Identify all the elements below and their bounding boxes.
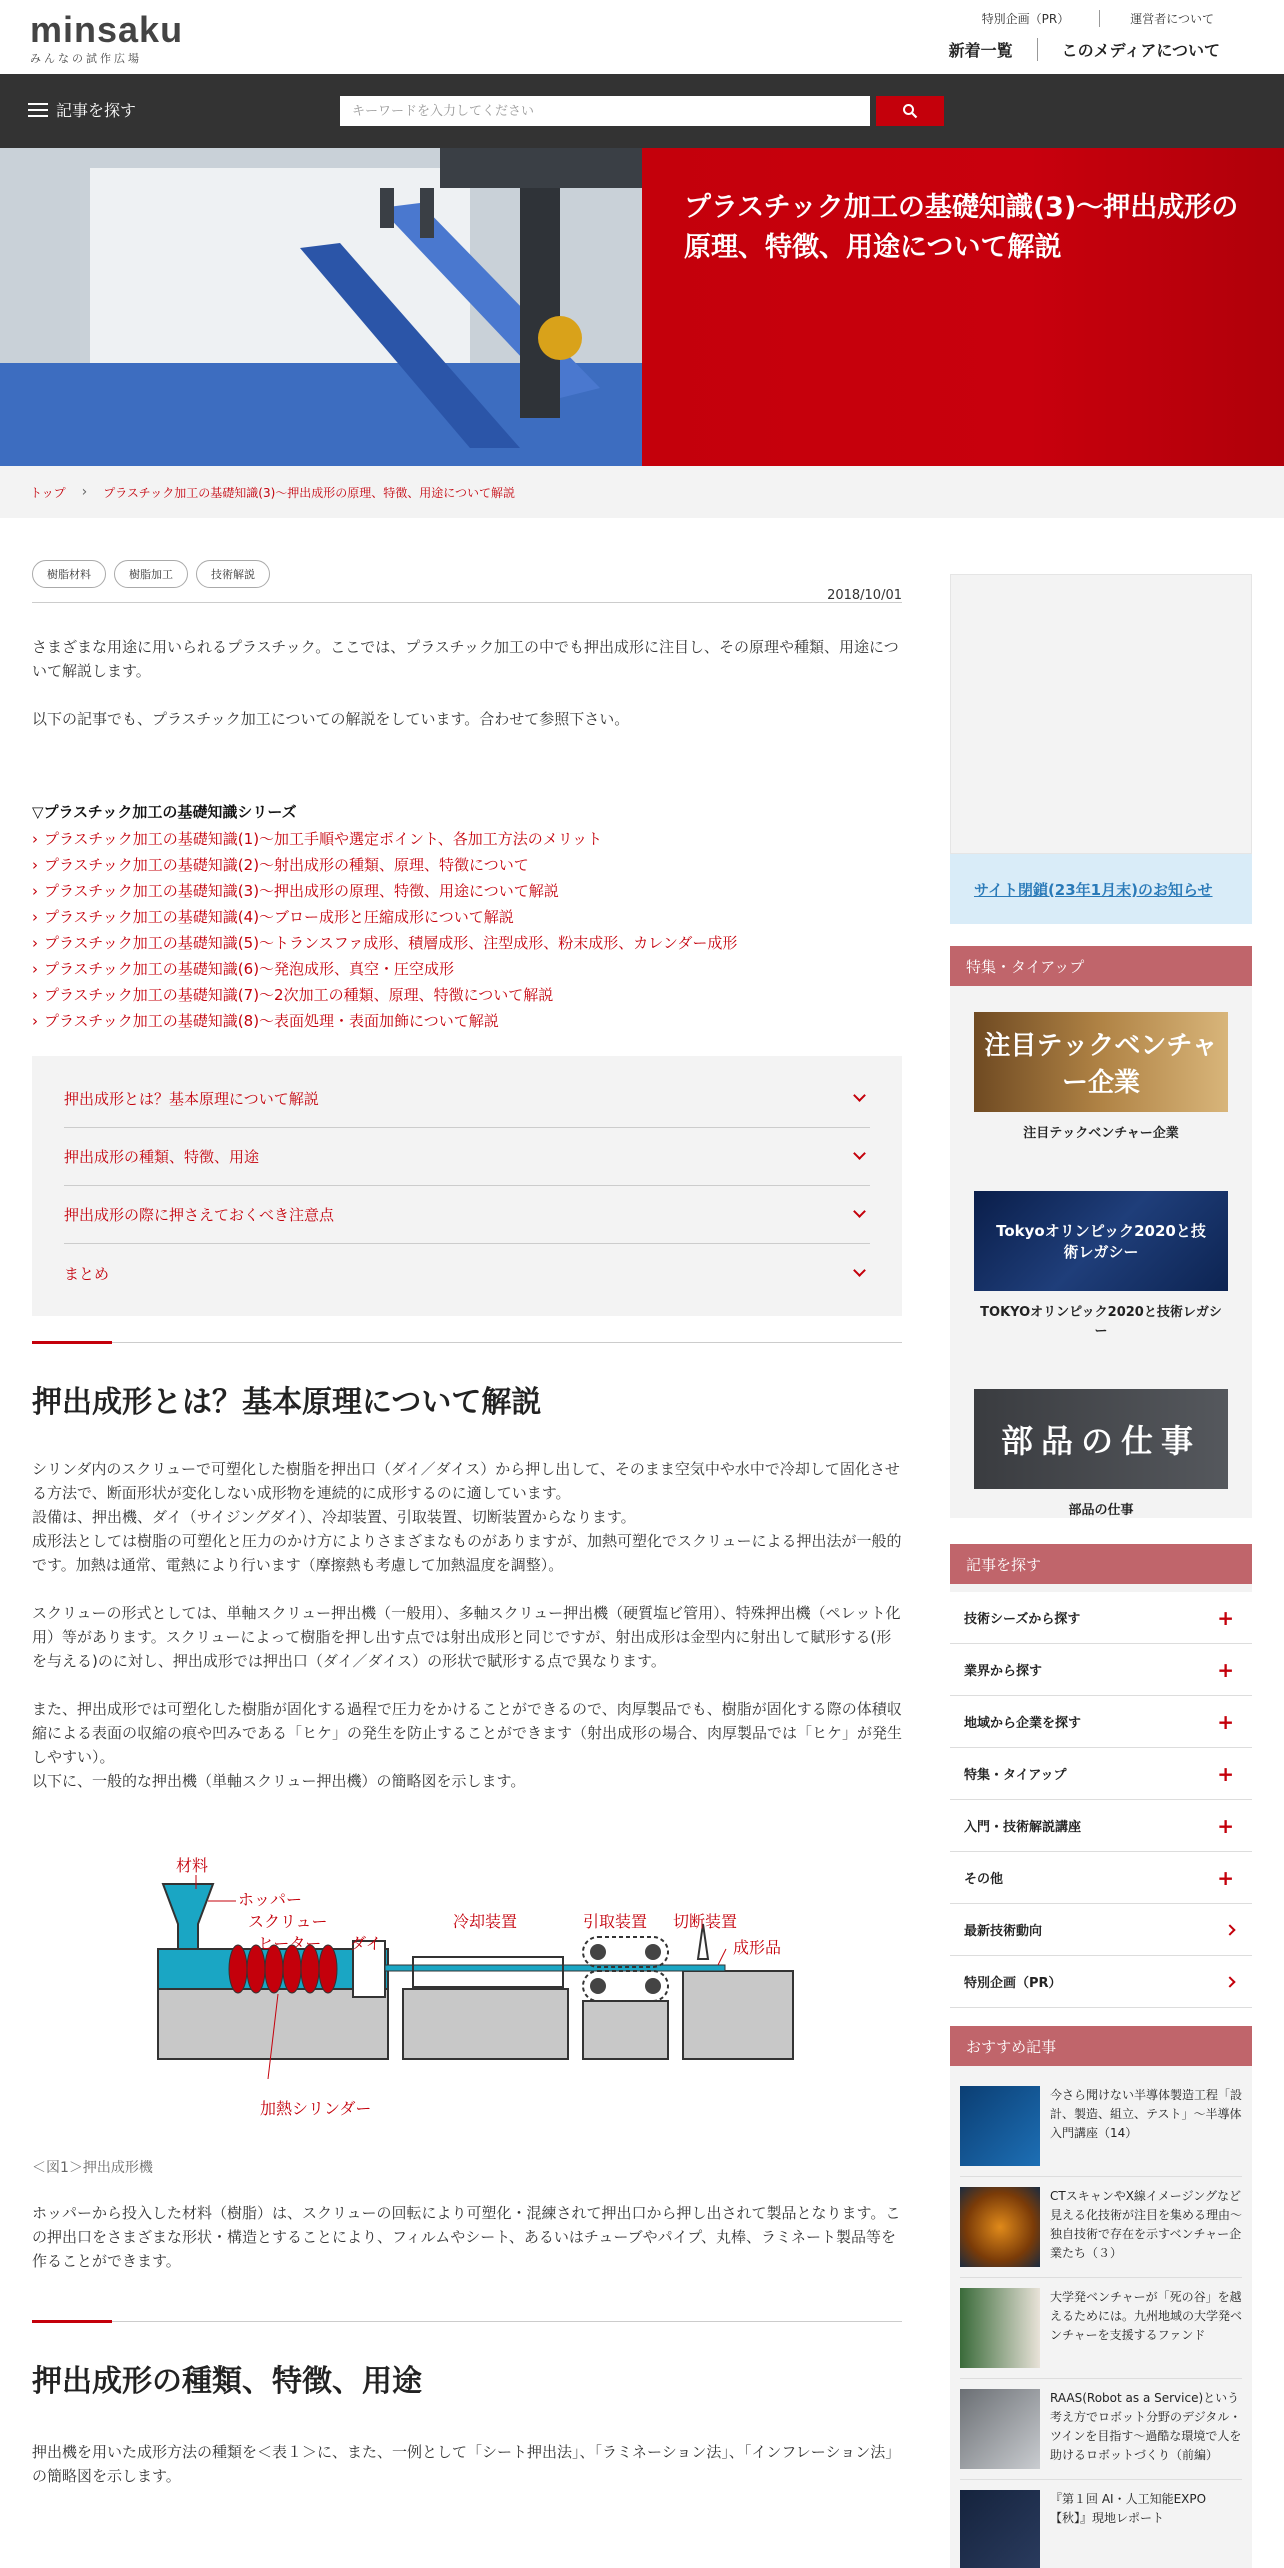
notice-link[interactable]: サイト閉鎖(23年1月末)のお知らせ bbox=[974, 880, 1213, 899]
tag-resin-processing[interactable]: 樹脂加工 bbox=[114, 560, 188, 588]
feature-item[interactable]: 部品の仕事 部品の仕事 bbox=[974, 1389, 1228, 1518]
body-paragraph: スクリューの形式としては、単軸スクリュー押出機（一般用）、多軸スクリュー押出機（硬質塩ビ管用）、特殊押出機（ペレット化用）等があります。スクリューによって樹脂を押し出す点では射出成形と同じですが、射出成形は金型内に射出して賦形する(形を与える)のに対し、押出成形では押出口（ダイ／ダイス）の形状で賦形する点で異なります。 bbox=[32, 1604, 901, 1670]
recommended-item[interactable]: RAAS(Robot as a Service)という考え方でロボット分野のデジタル・ツインを目指す〜過酷な環境で人を助けるロボットづくり（前編） bbox=[960, 2379, 1242, 2480]
body-paragraph: また、押出成形では可塑化した樹脂が固化する過程で圧力をかけることができるので、肉厚製品でも、樹脂が固化する際の体積収縮による表面の収縮の痕や凹みである「ヒケ」の発生を防止することができます（射出成形の場合、肉厚製品では「ヒケ」が発生しやすい）。 bbox=[32, 1700, 903, 1766]
chevron-right-icon bbox=[1224, 1976, 1235, 1987]
feature-heading: 特集・タイアップ bbox=[950, 946, 1252, 986]
section-heading: 押出成形とは？基本原理について解説 bbox=[32, 1385, 542, 1420]
tag-list bbox=[32, 560, 902, 588]
nav-bar bbox=[0, 74, 1284, 148]
toc-item[interactable]: 押出成形の際に押さえておくべき注意点 bbox=[64, 1186, 870, 1244]
thumbnail bbox=[960, 2288, 1040, 2368]
publish-date: 2018/10/01 bbox=[827, 588, 902, 603]
thumbnail bbox=[960, 2086, 1040, 2166]
series-link[interactable]: › プラスチック加工の基礎知識(7)～2次加工の種類、原理、特徴について解説 bbox=[32, 982, 902, 1008]
chevron-right-icon: › bbox=[81, 484, 88, 500]
chevron-down-icon bbox=[853, 1264, 866, 1277]
chevron-down-icon bbox=[853, 1205, 866, 1218]
tag-tech-explanation[interactable]: 技術解説 bbox=[196, 560, 270, 588]
search-input[interactable] bbox=[340, 96, 870, 126]
body-paragraph: シリンダ内のスクリューで可塑化した樹脂を押出口（ダイ／ダイス）から押し出して、そのまま空気中や水中で冷却して固化させる方法で、断面形状が変化しない成形物を連続的に成形するのに適しています。 bbox=[32, 1460, 900, 1502]
svg-text:ヒーター: ヒーター bbox=[258, 1934, 322, 1953]
series-heading: ▽プラスチック加工の基礎知識シリーズ bbox=[32, 803, 297, 821]
section-heading: 押出成形の種類、特徴、用途 bbox=[32, 2364, 422, 2399]
chevron-right-icon bbox=[1224, 1924, 1235, 1935]
category-item[interactable]: 業界から探す + bbox=[950, 1644, 1252, 1696]
hamburger-icon bbox=[28, 103, 48, 117]
link-special-pr[interactable]: 特別企画（PR） bbox=[981, 12, 1070, 26]
link-about-media[interactable]: このメディアについて bbox=[1037, 38, 1244, 61]
plus-icon: + bbox=[1217, 1605, 1234, 1630]
main-links bbox=[925, 38, 1244, 61]
search-heading: 記事を探す bbox=[950, 1544, 1252, 1584]
feature-image: Tokyoオリンピック2020と技術レガシー bbox=[974, 1191, 1228, 1291]
divider bbox=[32, 602, 902, 603]
site-logo[interactable]: minsaku みんなの試作広場 bbox=[30, 9, 184, 65]
category-item[interactable]: その他 + bbox=[950, 1852, 1252, 1904]
svg-text:切断装置: 切断装置 bbox=[673, 1912, 738, 1931]
svg-text:引取装置: 引取装置 bbox=[583, 1912, 648, 1931]
site-notice[interactable] bbox=[950, 854, 1252, 924]
svg-text:ダイ: ダイ bbox=[350, 1934, 382, 1953]
plus-icon: + bbox=[1217, 1709, 1234, 1734]
plus-icon: + bbox=[1217, 1657, 1234, 1682]
body-paragraph: 成形法としては樹脂の可塑化と圧力のかけ方によりさまざまなものがありますが、加熱可塑化でスクリューによる押出法が一般的です。加熱は通常、電熱により行います（摩擦熱も考慮して加熱温度を調整）。 bbox=[32, 1532, 902, 1574]
series-link[interactable]: › プラスチック加工の基礎知識(2)～射出成形の種類、原理、特徴について bbox=[32, 852, 902, 878]
site-header bbox=[0, 0, 1284, 74]
ad-slot bbox=[950, 574, 1252, 854]
series-link[interactable]: › プラスチック加工の基礎知識(3)～押出成形の原理、特徴、用途について解説 bbox=[32, 878, 902, 904]
feature-item[interactable]: 注目テックベンチャー企業 注目テックベンチャー企業 bbox=[974, 1012, 1228, 1141]
svg-text:加熱シリンダー: 加熱シリンダー bbox=[260, 2099, 372, 2118]
body-paragraph: 以下に、一般的な押出機（単軸スクリュー押出機）の簡略図を示します。 bbox=[32, 1772, 526, 1790]
series-link[interactable]: › プラスチック加工の基礎知識(1)～加工手順や選定ポイント、各加工方法のメリット bbox=[32, 826, 902, 852]
thumbnail bbox=[960, 2389, 1040, 2469]
toc-item[interactable]: 押出成形とは？基本原理について解説 bbox=[64, 1070, 870, 1128]
body-paragraph: ホッパーから投入した材料（樹脂）は、スクリューの回転により可塑化・混練されて押出口から押し出されて製品となります。この押出口をさまざまな形状・構造とすることにより、フィルムやシート、あるいはチューブやパイプ、丸棒、ラミネート製品等を作ることができます。 bbox=[32, 2204, 901, 2270]
tag-resin-material[interactable]: 樹脂材料 bbox=[32, 560, 106, 588]
chevron-down-icon bbox=[853, 1147, 866, 1160]
breadcrumb-current[interactable]: プラスチック加工の基礎知識(3)～押出成形の原理、特徴、用途について解説 bbox=[103, 485, 516, 500]
hero-title-panel bbox=[642, 148, 1284, 466]
plus-icon: + bbox=[1217, 1761, 1234, 1786]
chevron-down-icon bbox=[853, 1089, 866, 1102]
article bbox=[32, 560, 902, 2488]
recommended-heading: おすすめ記事 bbox=[950, 2026, 1252, 2066]
category-item[interactable]: 技術シーズから探す + bbox=[950, 1592, 1252, 1644]
feature-list bbox=[950, 986, 1252, 1518]
series-list bbox=[32, 826, 902, 1034]
link-about-operator[interactable]: 運営者について bbox=[1099, 10, 1244, 27]
series-link[interactable]: › プラスチック加工の基礎知識(8)〜表面処理・表面加飾について解説 bbox=[32, 1008, 902, 1034]
section-divider bbox=[32, 1342, 902, 1421]
series-link[interactable]: › プラスチック加工の基礎知識(6)～発泡成形、真空・圧空成形 bbox=[32, 956, 902, 982]
thumbnail bbox=[960, 2187, 1040, 2267]
table-of-contents bbox=[32, 1056, 902, 1316]
intro-paragraph: さまざまな用途に用いられるプラスチック。ここでは、プラスチック加工の中でも押出成形に注目し、その原理や種類、用途について解説します。 bbox=[32, 638, 899, 680]
breadcrumb-home[interactable]: トップ bbox=[30, 485, 66, 500]
category-item[interactable]: 最新技術動向 bbox=[950, 1904, 1252, 1956]
toc-item[interactable]: 押出成形の種類、特徴、用途 bbox=[64, 1128, 870, 1186]
series-link[interactable]: › プラスチック加工の基礎知識(4)～ブロー成形と圧縮成形について解説 bbox=[32, 904, 902, 930]
plus-icon: + bbox=[1217, 1865, 1234, 1890]
sidebar bbox=[950, 574, 1252, 2568]
page-title: プラスチック加工の基礎知識(3)～押出成形の原理、特徴、用途について解説 bbox=[684, 192, 1239, 263]
recommended-list bbox=[950, 2066, 1252, 2568]
menu-button[interactable] bbox=[28, 98, 136, 121]
breadcrumb bbox=[0, 466, 1284, 518]
hero-image bbox=[0, 148, 642, 466]
section-divider bbox=[32, 2321, 902, 2400]
recommended-item[interactable]: 今さら聞けない半導体製造工程「設計、製造、組立、テスト」〜半導体入門講座（14） bbox=[960, 2076, 1242, 2177]
category-item[interactable]: 地域から企業を探す + bbox=[950, 1696, 1252, 1748]
recommended-item[interactable]: 『第１回 AI・人工知能EXPO【秋】』現地レポート bbox=[960, 2480, 1242, 2568]
feature-image: 注目テックベンチャー企業 bbox=[974, 1012, 1228, 1112]
figure-caption: ＜図1＞押出成形機 bbox=[32, 2160, 153, 2176]
search-icon bbox=[902, 103, 918, 119]
toc-item[interactable]: まとめ bbox=[64, 1244, 870, 1302]
link-latest[interactable]: 新着一覧 bbox=[948, 41, 1013, 60]
svg-text:スクリュー: スクリュー bbox=[248, 1912, 328, 1931]
svg-text:成形品: 成形品 bbox=[733, 1938, 782, 1957]
menu-label: 記事を探す bbox=[56, 101, 137, 120]
intro-paragraph: 以下の記事でも、プラスチック加工についての解説をしています。合わせて参照下さい。 bbox=[32, 710, 630, 728]
svg-text:材料: 材料 bbox=[176, 1856, 209, 1875]
category-item[interactable]: 特集・タイアップ + bbox=[950, 1748, 1252, 1800]
series-link[interactable]: › プラスチック加工の基礎知識(5)～トランスファ成形、積層成形、注型成形、粉末成形、カレンダー成形 bbox=[32, 930, 902, 956]
body-paragraph: 押出機を用いた成形方法の種類を＜表１＞に、また、一例として「シート押出法」、「ラミネーション法」、「インフレーション法」の簡略図を示します。 bbox=[32, 2443, 901, 2485]
thumbnail bbox=[960, 2490, 1040, 2568]
category-list bbox=[950, 1584, 1252, 2008]
recommended-item[interactable]: CTスキャンやX線イメージングなど見える化技術が注目を集める理由〜独自技術で存在を示すベンチャー企業たち（３） bbox=[960, 2177, 1242, 2278]
feature-item[interactable]: Tokyoオリンピック2020と技術レガシー TOKYOオリンピック2020と技術レガシー bbox=[974, 1191, 1228, 1339]
svg-text:冷却装置: 冷却装置 bbox=[453, 1912, 518, 1931]
category-item[interactable]: 特別企画（PR） bbox=[950, 1956, 1252, 2008]
recommended-item[interactable]: 大学発ベンチャーが「死の谷」を越えるためには。九州地域の大学発ベンチャーを支援するファンド bbox=[960, 2278, 1242, 2379]
category-item[interactable]: 入門・技術解説講座 + bbox=[950, 1800, 1252, 1852]
feature-image: 部品の仕事 bbox=[974, 1389, 1228, 1489]
plus-icon: + bbox=[1217, 1813, 1234, 1838]
svg-text:ホッパー: ホッパー bbox=[238, 1890, 303, 1909]
extruder-diagram bbox=[128, 1829, 902, 2133]
body-paragraph: 設備は、押出機、ダイ（サイジングダイ）、冷却装置、引取装置、切断装置からなります。 bbox=[32, 1508, 636, 1526]
utility-links bbox=[952, 10, 1244, 27]
hero-banner bbox=[0, 148, 1284, 466]
search-button[interactable] bbox=[876, 96, 944, 126]
